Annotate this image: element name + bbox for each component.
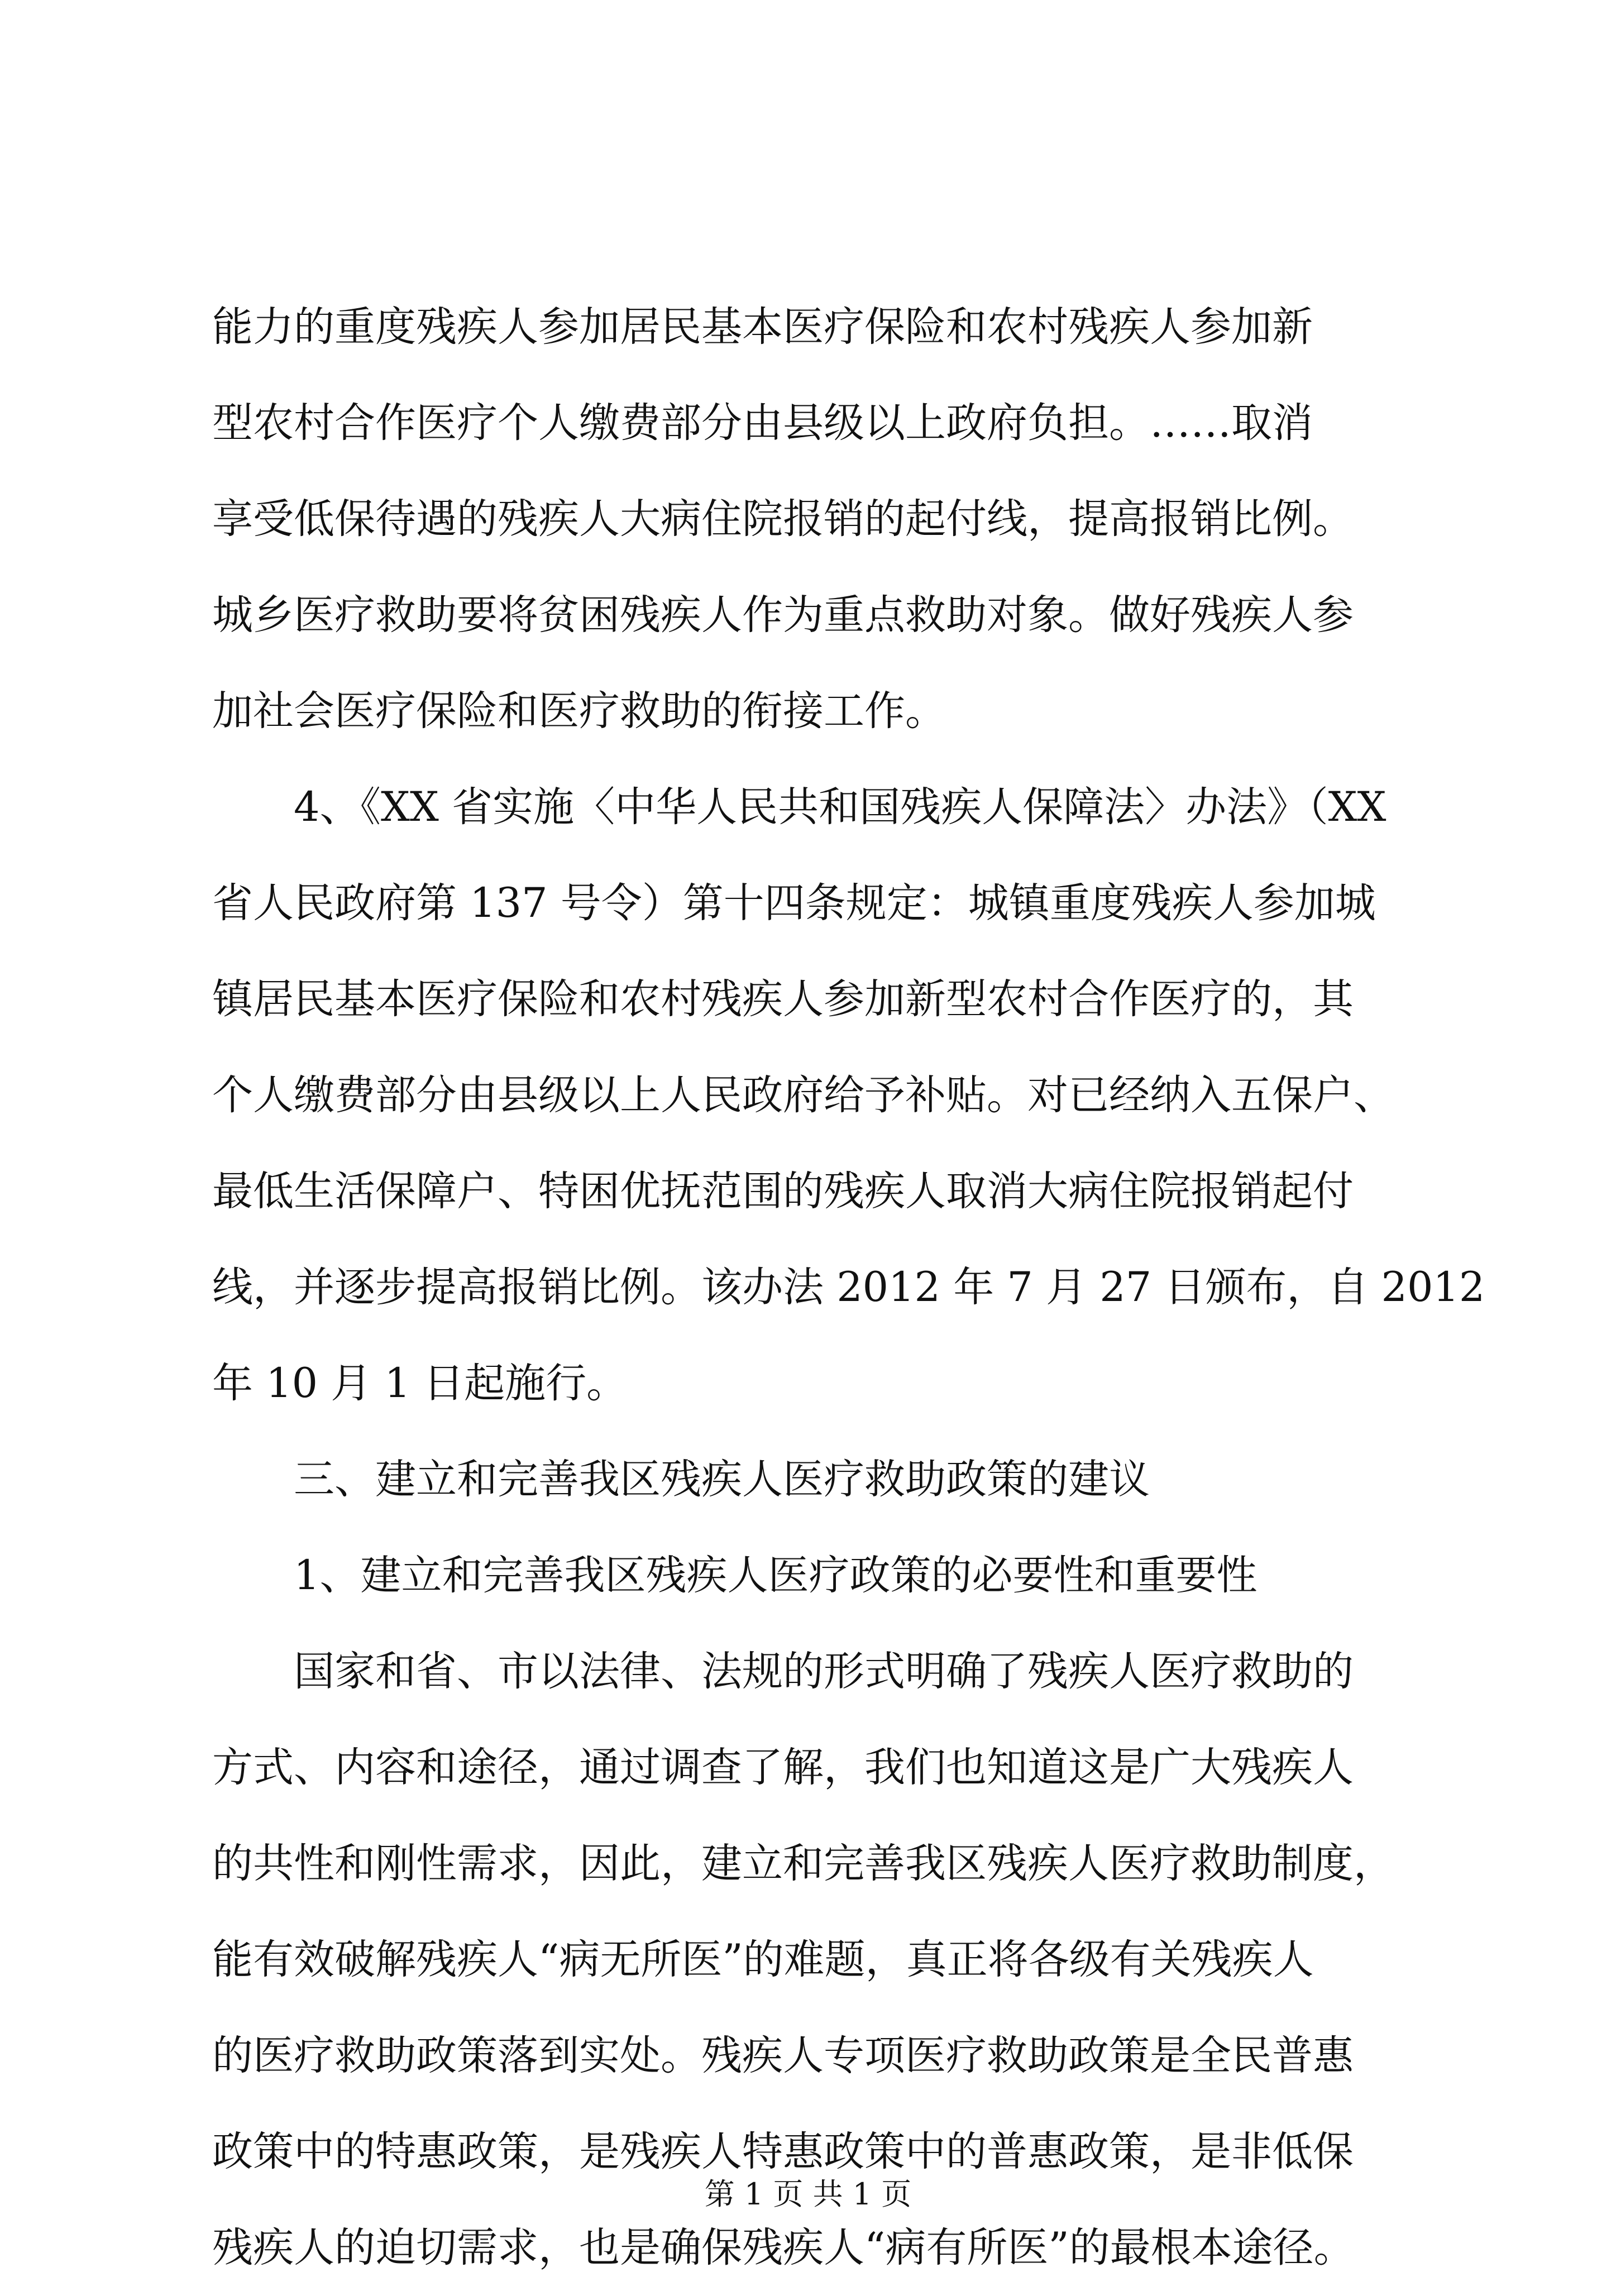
- text-line: 享受低保待遇的残疾人大病住院报销的起付线，提高报销比例。: [212, 495, 1354, 543]
- text-line: 加社会医疗保险和医疗救助的衔接工作。: [212, 687, 946, 735]
- subsection-heading: 1、建立和完善我区残疾人医疗政策的必要性和重要性: [294, 1552, 1258, 1599]
- text-line: 能力的重度残疾人参加居民基本医疗保险和农村残疾人参加新: [212, 303, 1313, 351]
- text-line: 的共性和刚性需求，因此，建立和完善我区残疾人医疗救助制度，: [212, 1840, 1394, 1887]
- text-line: 省人民政府第 137 号令）第十四条规定：城镇重度残疾人参加城: [212, 879, 1376, 927]
- text-line: 城乡医疗救助要将贫困残疾人作为重点救助对象。做好残疾人参: [212, 591, 1354, 639]
- text-line: 能有效破解残疾人“病无所医”的难题，真正将各级有关残疾人: [212, 1936, 1314, 1983]
- text-line: 镇居民基本医疗保险和农村残疾人参加新型农村合作医疗的，其: [212, 975, 1354, 1023]
- text-line: 残疾人的迫切需求，也是确保残疾人“病有所医”的最根本途径。: [212, 2224, 1355, 2271]
- text-line: 年 10 月 1 日起施行。: [212, 1360, 628, 1407]
- section-heading: 三、建立和完善我区残疾人医疗救助政策的建议: [294, 1456, 1150, 1503]
- text-line: 型农村合作医疗个人缴费部分由县级以上政府负担。……取消: [212, 399, 1313, 447]
- document-body: [212, 279, 1485, 2296]
- text-line: 个人缴费部分由县级以上人民政府给予补贴。对已经纳入五保户、: [212, 1072, 1394, 1119]
- text-line: 的医疗救助政策落到实处。残疾人专项医疗救助政策是全民普惠: [212, 2032, 1354, 2079]
- page-footer: [0, 2175, 1616, 2214]
- text-line: 4、《XX 省实施〈中华人民共和国残疾人保障法〉办法》（XX: [294, 783, 1386, 831]
- text-line: 线，并逐步提高报销比例。该办法 2012 年 7 月 27 日颁布，自 2012: [212, 1264, 1485, 1311]
- text-line: 方式、内容和途径，通过调查了解，我们也知道这是广大残疾人: [212, 1744, 1354, 1791]
- text-line: 政策中的特惠政策，是残疾人特惠政策中的普惠政策，是非低保: [212, 2128, 1354, 2175]
- text-line: 最低生活保障户、特困优抚范围的残疾人取消大病住院报销起付: [212, 1168, 1354, 1215]
- text-line: 国家和省、市以法律、法规的形式明确了残疾人医疗救助的: [294, 1648, 1354, 1695]
- page-number: 第 1 页 共 1 页: [704, 2177, 912, 2212]
